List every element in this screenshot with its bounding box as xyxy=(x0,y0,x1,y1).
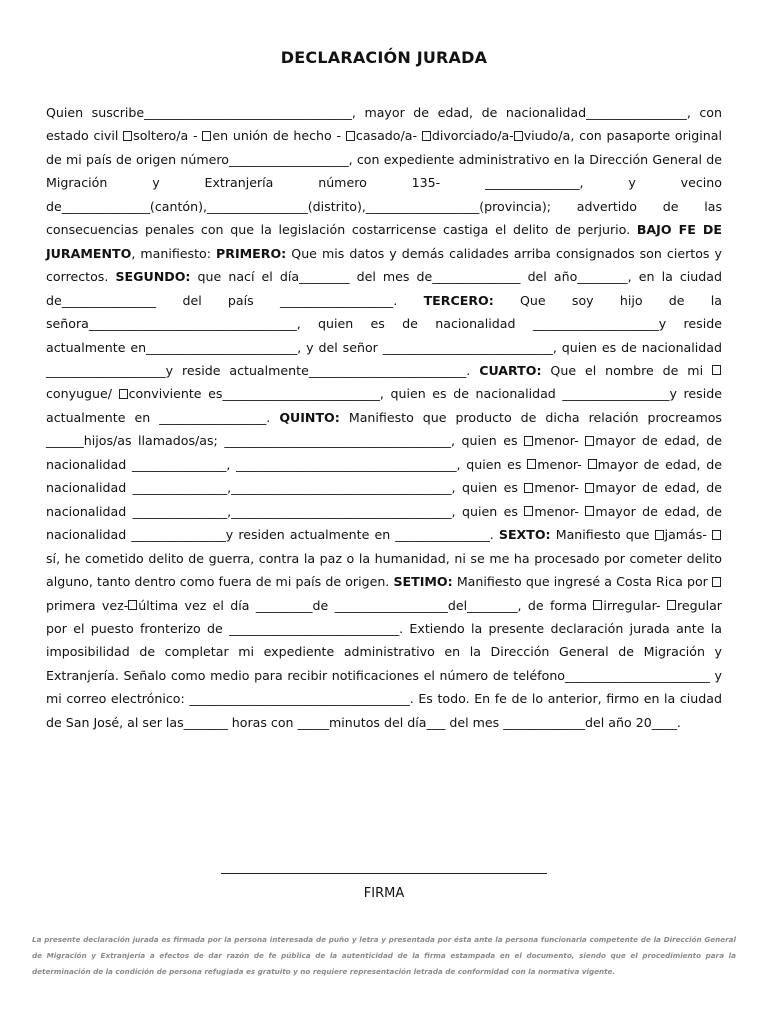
text: , xyxy=(226,456,231,472)
declaration-body xyxy=(46,101,722,734)
checkbox-casado[interactable] xyxy=(346,131,355,141)
section-heading-cuarto: CUARTO: xyxy=(479,362,542,378)
text: Que el nombre de mi xyxy=(550,362,712,378)
text: . xyxy=(266,409,271,425)
text: del año 20 xyxy=(585,714,652,730)
text: , con pasaporte original de mi país de origen número xyxy=(46,128,722,167)
checkbox-jamas[interactable] xyxy=(655,530,664,540)
section-heading-tercero: TERCERO: xyxy=(423,292,494,308)
text: , quien es de nacionalidad xyxy=(296,316,516,332)
sign-day-field[interactable]: ___ xyxy=(426,714,446,730)
section-heading-quinto: QUINTO: xyxy=(279,409,340,425)
checkbox-regular[interactable] xyxy=(667,600,676,610)
child-3-name-field[interactable]: ___________________________________ xyxy=(231,480,452,496)
child-2-name-field[interactable]: ___________________________________ xyxy=(236,456,457,472)
option-label: jamás- xyxy=(664,527,712,543)
option-label: soltero/a - xyxy=(133,128,203,144)
text: y mi correo electrónico: xyxy=(46,667,722,707)
bold-keyword: BAJO FE DE JURAMENTO xyxy=(46,222,722,261)
option-label: mayor de edad, de nacionalidad xyxy=(46,456,722,496)
checkbox-divorciado[interactable] xyxy=(422,131,431,141)
mother-residence-field[interactable]: ________________________ xyxy=(146,339,298,355)
child-3-nationality-field[interactable]: _______________ xyxy=(132,503,228,519)
checkbox-conviviente[interactable] xyxy=(119,389,128,399)
text: , y del señor xyxy=(297,339,378,355)
text: (distrito), xyxy=(307,198,366,214)
district-field[interactable]: ________________ xyxy=(206,198,308,214)
text: hijos/as llamados/as; xyxy=(83,433,218,449)
sign-month-field[interactable]: _____________ xyxy=(503,714,586,730)
text: Que mis datos y demás calidades arriba consignados son ciertos y correctos. xyxy=(46,245,722,285)
text: , quien es xyxy=(451,433,525,449)
option-label: en unión de hecho - xyxy=(212,128,346,144)
text: , con expediente administrativo en la Dirección General de Migración y Extranjería número 135- xyxy=(46,151,722,191)
text: , quien es xyxy=(456,456,528,472)
text: y residen actualmente en xyxy=(225,527,391,543)
option-label: menor- xyxy=(534,480,586,496)
phone-number-field[interactable]: _______________________ xyxy=(565,667,710,683)
text: del mes xyxy=(449,714,500,730)
children-count-field[interactable]: ______ xyxy=(46,433,84,449)
text: del año xyxy=(527,269,578,285)
option-label: menor- xyxy=(537,456,588,472)
option-label: mayor de edad, de nacionalidad xyxy=(46,433,723,472)
text: , con estado civil xyxy=(46,105,722,144)
nationality-field[interactable]: ________________ xyxy=(586,105,687,120)
birth-country-field[interactable]: __________________ xyxy=(279,292,394,308)
sign-minutes-field[interactable]: _____ xyxy=(297,714,330,730)
text: minutos del día xyxy=(329,714,427,730)
text: , de forma xyxy=(517,597,594,613)
text: , quien es de nacionalidad xyxy=(379,386,556,402)
partner-name-field[interactable]: _________________________ xyxy=(222,386,380,402)
checkbox-child-1-adult[interactable] xyxy=(585,436,594,446)
text: (cantón), xyxy=(149,198,207,214)
entry-month-field[interactable]: __________________ xyxy=(334,597,448,613)
signature-line[interactable] xyxy=(221,873,547,874)
checkbox-child-3-adult[interactable] xyxy=(585,483,594,493)
partner-nationality-field[interactable]: _________________ xyxy=(562,386,670,402)
text: , xyxy=(227,503,232,519)
birth-month-field[interactable]: ______________ xyxy=(432,269,521,285)
canton-field[interactable]: ______________ xyxy=(61,198,150,214)
father-nationality-field[interactable]: ___________________ xyxy=(46,362,166,378)
text: que nací el día xyxy=(197,269,300,285)
option-label: mayor de edad, de nacionalidad xyxy=(46,480,722,519)
option-label: última vez el día xyxy=(138,597,250,613)
checkbox-union-de-hecho[interactable] xyxy=(202,131,211,141)
passport-number-field[interactable]: ___________________ xyxy=(228,151,349,167)
text: Manifiesto que ingresé a Costa Rica por xyxy=(456,574,712,590)
text: , y vecino de xyxy=(46,175,722,214)
child-4-nationality-field[interactable]: _______________ xyxy=(131,527,226,543)
province-field[interactable]: __________________ xyxy=(365,198,480,214)
option-label: menor- xyxy=(534,433,586,449)
option-label: casado/a- xyxy=(355,128,418,144)
checkbox-viudo[interactable] xyxy=(514,131,523,141)
text: del xyxy=(447,597,468,613)
text: , mayor de edad, de nacionalidad xyxy=(351,105,587,120)
entry-day-field[interactable]: _________ xyxy=(255,597,313,613)
text: , quien es xyxy=(451,503,525,519)
text: Que soy hijo de la señora xyxy=(46,292,722,332)
text: del país xyxy=(182,292,254,308)
text: . xyxy=(393,292,398,308)
child-1-nationality-field[interactable]: _______________ xyxy=(131,456,227,472)
text: , en la ciudad de xyxy=(46,269,722,308)
section-heading-primero: PRIMERO: xyxy=(216,245,287,261)
file-number-field[interactable]: _______________ xyxy=(485,175,580,191)
checkbox-soltero[interactable] xyxy=(123,131,132,141)
children-residence-field[interactable]: _______________ xyxy=(395,527,490,543)
child-2-nationality-field[interactable]: _______________ xyxy=(132,480,228,496)
birth-city-field[interactable]: _______________ xyxy=(61,292,157,308)
text: . xyxy=(676,714,681,730)
text: , quien es xyxy=(451,480,525,496)
text: y reside actualmente en xyxy=(46,386,722,425)
sign-year-field[interactable]: ____ xyxy=(651,714,677,730)
section-heading-segundo: SEGUNDO: xyxy=(115,269,191,285)
text: . Extiendo la presente declaración jurada ante la imposibilidad de completar mi expediente administrativo en la Dirección General de Migración y Extranjería. Señalo como medio para recibir notificaciones el número de teléfono xyxy=(46,620,723,683)
mother-name-field[interactable]: _________________________________ xyxy=(88,316,297,332)
checkbox-conyugue[interactable] xyxy=(712,365,721,375)
option-label: conyugue/ xyxy=(46,386,119,402)
checkbox-si[interactable] xyxy=(712,530,721,540)
option-label: primera vez- xyxy=(46,597,129,613)
checkbox-child-2-adult[interactable] xyxy=(588,459,597,469)
checkbox-primera-vez[interactable] xyxy=(712,577,721,587)
text: , xyxy=(227,480,232,496)
text: Quien suscribe xyxy=(46,105,145,120)
option-label: viudo/a xyxy=(523,128,571,144)
text: . Es todo. En fe de lo anterior, firmo en la ciudad de San José, al ser las xyxy=(46,691,722,730)
text: . xyxy=(466,362,471,378)
child-4-name-field[interactable]: ___________________________________ xyxy=(231,503,452,519)
text: . xyxy=(489,527,494,543)
mother-nationality-field[interactable]: ____________________ xyxy=(532,316,659,332)
signature-label: FIRMA xyxy=(363,886,405,901)
father-residence-field[interactable]: _________________________ xyxy=(308,362,467,378)
checkbox-child-3-minor[interactable] xyxy=(524,483,533,493)
text: y reside actualmente xyxy=(165,362,309,378)
checkbox-child-2-minor[interactable] xyxy=(527,459,536,469)
checkbox-child-1-minor[interactable] xyxy=(524,436,533,446)
text: (provincia); advertido de las consecuencias penales con que la legislación costarricense castiga el delito de perjurio. xyxy=(46,198,722,238)
document-title: DECLARACIÓN JURADA xyxy=(280,48,488,67)
section-heading-setimo: SETIMO: xyxy=(393,574,453,590)
option-label: mayor de edad, de nacionalidad xyxy=(46,503,722,543)
text: Manifiesto que xyxy=(555,527,655,543)
father-name-field[interactable]: ___________________________ xyxy=(382,339,553,355)
option-label: regular por el puesto fronterizo de xyxy=(46,597,722,636)
child-1-name-field[interactable]: ____________________________________ xyxy=(224,433,451,449)
name-field[interactable]: _________________________________ xyxy=(144,105,352,120)
sign-hour-field[interactable]: _______ xyxy=(183,714,228,730)
checkbox-child-4-minor[interactable] xyxy=(524,506,533,516)
text: Manifiesto que producto de dicha relación procreamos xyxy=(348,409,722,425)
checkbox-irregular[interactable] xyxy=(593,600,602,610)
entry-year-field[interactable]: ________ xyxy=(467,597,518,613)
birth-day-field[interactable]: ________ xyxy=(299,269,350,285)
text: , manifiesto: xyxy=(131,245,211,261)
checkbox-ultima-vez[interactable] xyxy=(128,600,137,610)
option-label: conviviente es xyxy=(128,386,223,402)
border-post-field[interactable]: ___________________________ xyxy=(229,620,400,636)
checkbox-child-4-adult[interactable] xyxy=(585,506,594,516)
option-label: sí xyxy=(46,550,57,566)
option-label: irregular- xyxy=(603,597,667,613)
birth-year-field[interactable]: ________ xyxy=(577,269,628,285)
option-label: menor- xyxy=(534,503,586,519)
text: de xyxy=(312,597,329,613)
text: y reside actualmente en xyxy=(46,316,722,355)
text: horas con xyxy=(231,714,294,730)
text: del mes de xyxy=(356,269,433,285)
legal-footnote: La presente declaración jurada es firmada por la persona interesada de puño y letra y presentada por ésta ante la persona funcionaria competente de la Dirección General de Migración y Extranjería a efectos de dar razón de fe pública de la autenticidad de la firma estampada en el documento, siendo que el procedimiento para la determinación de la condición de persona refugiada es gratuito y no requiere representación letrada de conformidad con la normativa vigente. xyxy=(32,935,736,976)
text: , quien es de nacionalidad xyxy=(552,339,722,355)
section-heading-sexto: SEXTO: xyxy=(498,527,551,543)
partner-residence-field[interactable]: _________________ xyxy=(159,409,267,425)
option-label: divorciado/a- xyxy=(431,128,514,144)
email-field[interactable]: ___________________________________ xyxy=(189,691,410,707)
text: , he cometido delito de guerra, contra la paz o la humanidad, ni se me ha procesado por cometer delito alguno, tanto dentro como fuera de mi país de origen. xyxy=(46,550,722,590)
